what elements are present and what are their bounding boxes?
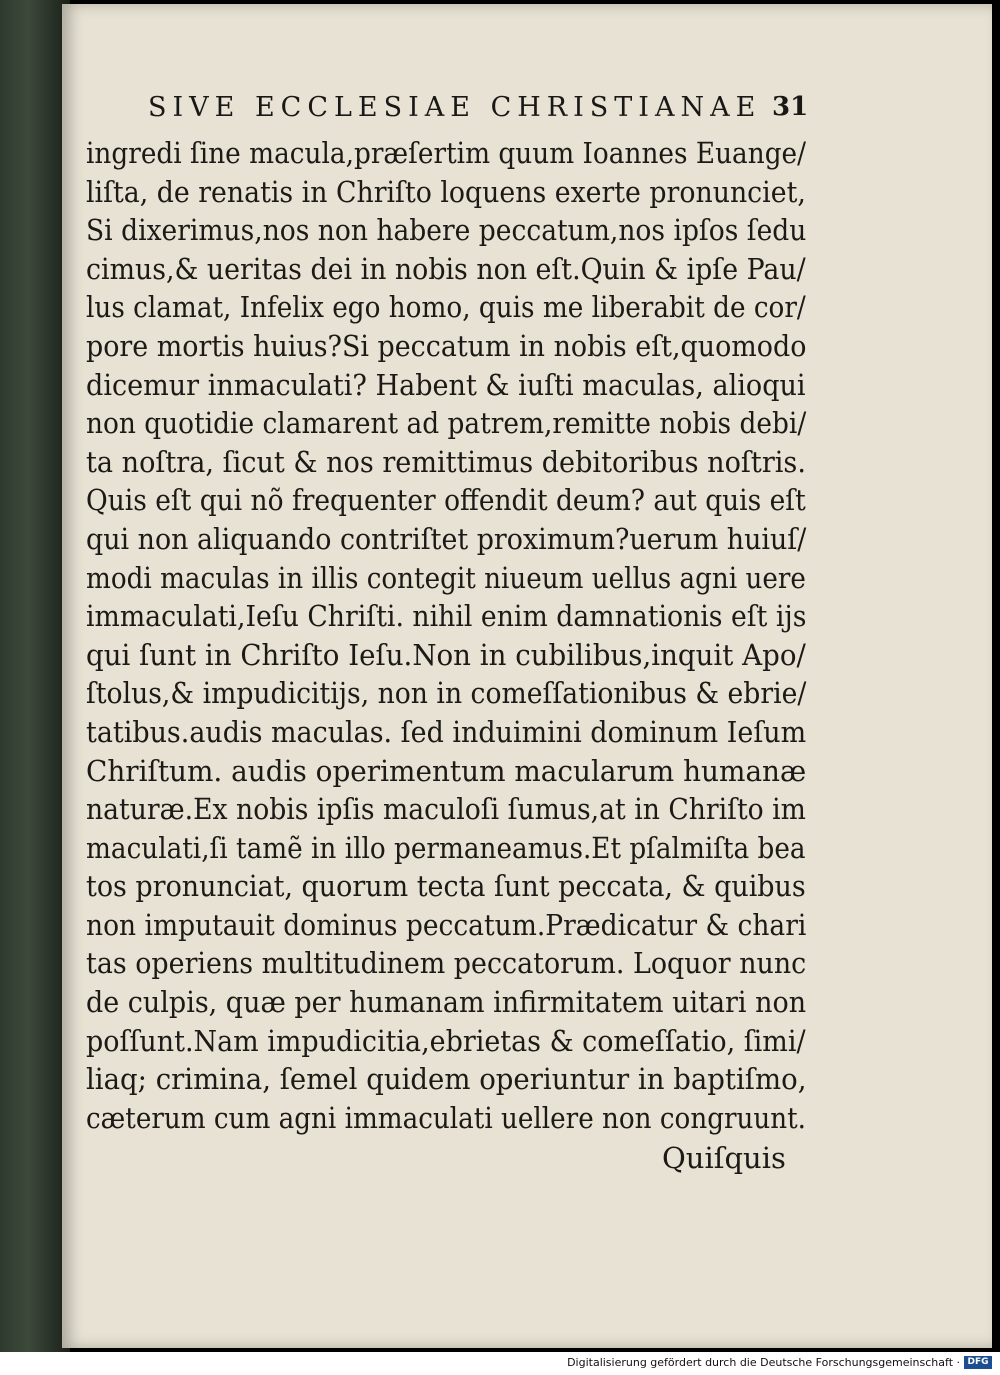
body-text bbox=[86, 134, 806, 1137]
text-line: cæterum cum agni immaculati uellere non congruunt. bbox=[86, 1100, 806, 1135]
catchword: Quiſquis bbox=[662, 1141, 786, 1175]
text-line: ingredi ſine macula,præſertim quum Ioannes Euange/ bbox=[86, 136, 807, 170]
text-line: tos pronunciat, quorum tecta ſunt peccata, & quibus bbox=[86, 869, 806, 904]
text-line: poſſunt.Nam impudicitia,ebrietas & comeſſatio, ſimi/ bbox=[86, 1023, 806, 1058]
text-line: cimus,& ueritas dei in nobis non eſt.Quin & ipſe Pau/ bbox=[86, 251, 806, 286]
text-line: modi maculas in illis contegit niueum uellus agni uere bbox=[86, 560, 806, 595]
text-line: naturæ.Ex nobis ipſis maculoſi ſumus,at in Chriſto im bbox=[86, 792, 806, 827]
text-line: lus clamat, Infelix ego homo, quis me liberabit de cor/ bbox=[86, 290, 806, 325]
text-line: liſta, de renatis in Chriſto loquens exerte pronunciet, bbox=[86, 174, 806, 209]
text-line: qui ſunt in Chriſto Ieſu.Non in cubilibus,inquit Apo/ bbox=[86, 637, 806, 672]
book-binding-edge bbox=[0, 0, 70, 1352]
text-line: non quotidie clamarent ad patrem,remitte nobis debi/ bbox=[86, 406, 807, 441]
running-head: SIVE ECCLESIAE CHRISTIANAE bbox=[148, 92, 762, 123]
text-line: maculati,ſi tamẽ in illo permaneamus.Et pſalmiſta bea bbox=[86, 830, 806, 865]
text-line: pore mortis huius?Si peccatum in nobis eſt,quomodo bbox=[86, 328, 807, 363]
page-number: 31 bbox=[772, 92, 809, 122]
text-line: liaq; crimina, ſemel quidem operiuntur in baptiſmo, bbox=[86, 1062, 807, 1097]
text-line: Quis eſt qui nõ frequenter offendit deum? aut quis eſt bbox=[86, 483, 806, 518]
text-line: non imputauit dominus peccatum.Prædicatur & chari bbox=[86, 907, 807, 942]
text-line: Chriſtum. audis operimentum macularum humanæ bbox=[86, 753, 807, 788]
text-line: ta noſtra, ſicut & nos remittimus debitoribus noſtris. bbox=[86, 444, 806, 479]
text-line: dicemur inmaculati? Habent & iuſti maculas, alioqui bbox=[86, 367, 806, 402]
text-line: de culpis, quæ per humanam infirmitatem uitari non bbox=[86, 985, 807, 1020]
text-line: immaculati,Ieſu Chriſti. nihil enim damnationis eſt ijs bbox=[86, 599, 807, 634]
text-line: tatibus.audis maculas. ſed induimini dominum Ieſum bbox=[86, 714, 807, 749]
text-line: ſtolus,& impudicitijs, non in comeſſationibus & ebrie/ bbox=[86, 676, 807, 711]
text-line: Si dixerimus,nos non habere peccatum,nos ipſos ſedu bbox=[86, 213, 807, 248]
text-line: tas operiens multitudinem peccatorum. Loquor nunc bbox=[86, 946, 807, 981]
footer-credit: Digitalisierung gefördert durch die Deutsche Forschungsgemeinschaft · bbox=[567, 1356, 960, 1369]
dfg-logo: DFG bbox=[964, 1356, 992, 1369]
text-line: qui non aliquando contriſtet proximum?uerum huiuſ/ bbox=[86, 521, 807, 556]
